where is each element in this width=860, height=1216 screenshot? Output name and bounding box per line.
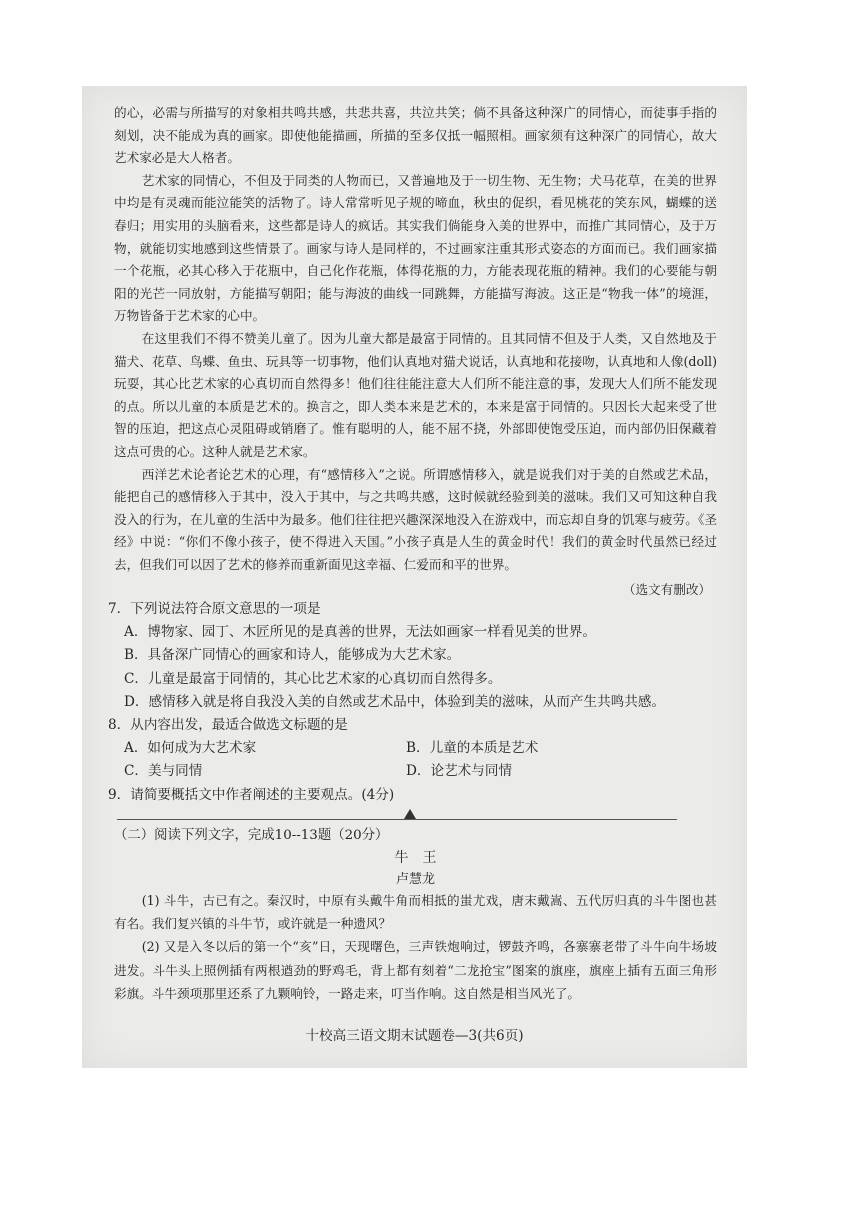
source-note: （选文有删改）: [622, 582, 711, 598]
question-8-option-d: D．论艺术与同情: [406, 763, 513, 780]
article-paragraph: (2) 又是入冬以后的第一个“亥”日，天现曙色，三声铁炮响过，锣鼓齐鸣，各寨寨老带了斗牛向牛场坡进发。斗牛头上照例插有两根遒劲的野鸡毛，背上都有刻着“二龙抢宝”图案的旗座，旗座上插有五面三角形彩旗。斗牛颈项那里还系了九颗响铃，一路走来，叮当作响。这自然是相当风光了。: [114, 939, 717, 1001]
passage-paragraph: 艺术家的同情心，不但及于同类的人物而已，又普遍地及于一切生物、无生物；犬马花草，在美的世界中均是有灵魂而能泣能笑的活物了。诗人常常听见子规的啼血，秋虫的促织，看见桃花的笑东风，蝴蝶的送春归；用实用的头脑看来，这些都是诗人的疯话。其实我们倘能身入美的世界中，而推广其同情心，及于万物，就能切实地感到这些情景了。画家与诗人是同样的，不过画家注重其形式姿态的方面而已。我们画家描一个花瓶，必其心移入于花瓶中，自己化作花瓶，体得花瓶的力，方能表现花瓶的精神。我们的心要能与朝阳的光芒一同放射，方能描写朝阳；能与海波的曲线一同跳舞，方能描写海波。这正是“物我一体”的境涯，万物皆备于艺术家的心中。: [114, 172, 717, 324]
section-2-heading: （二）阅读下列文字，完成10--13题（20分）: [114, 828, 389, 843]
section-divider: [117, 819, 677, 820]
question-7-stem: 7．下列说法符合原文意思的一项是: [108, 601, 321, 617]
article-title: 牛王: [394, 850, 451, 866]
section-2: [114, 824, 717, 1005]
passage-paragraph: 在这里我们不得不赞美儿童了。因为儿童大都是最富于同情的。且其同情不但及于人类，又自然地及于猫犬、花草、鸟蝶、鱼虫、玩具等一切事物，他们认真地对猫犬说话，认真地和花接吻，认真地和人像(doll)玩耍，其心比艺术家的心真切而自然得多！他们往往能注意大人们所不能注意的事，发现大人们所不能发现的点。所以儿童的本质是艺术的。换言之，即人类本来是艺术的，本来是富于同情的。只因长大起来受了世智的压迫，把这点心灵阻碍或销磨了。惟有聪明的人，能不屈不挠，外部即使饱受压迫，而内部仍旧保藏着这点可贵的心。这种人就是艺术家。: [114, 330, 717, 459]
section-end-triangle-icon: [404, 809, 416, 819]
article-author: 卢慧龙: [395, 872, 435, 887]
question-7-option-a: A．博物家、园丁、木匠所见的是真善的世界，无法如画家一样看见美的世界。: [124, 624, 597, 641]
page-footer: 十校高三语文期末试题卷—3(共6页): [305, 1028, 524, 1044]
question-8-options-row: [108, 737, 717, 760]
passage-paragraph: 的心，必需与所描写的对象相共鸣共感，共悲共喜，共泣共笑；倘不具备这种深广的同情心，而徒事手指的刻划，决不能成为真的画家。即使他能描画，所描的至多仅抵一幅照相。画家须有这种深广的同情心，故大艺术家必是大人格者。: [114, 105, 717, 166]
question-9-stem: 9．请简要概括文中作者阐述的主要观点。(4分): [108, 786, 395, 803]
reading-passage: [114, 102, 717, 602]
question-8-option-b: B．儿童的本质是艺术: [406, 740, 539, 757]
question-8-option-c: C．美与同情: [124, 763, 203, 780]
questions-block: [108, 598, 717, 807]
passage-paragraph: 西洋艺术论者论艺术的心理，有“感情移入”之说。所谓感情移入，就是说我们对于美的自然或艺术品，能把自己的感情移入于其中，没入于其中，与之共鸣共感，这时候就经验到美的滋味。我们又可知这种自我没入的行为，在儿童的生活中为最多。他们往往把兴趣深深地没入在游戏中，而忘却自身的饥寒与疲劳。《圣经》中说：“你们不像小孩子，使不得进入天国。”小孩子真是人生的黄金时代！我们的黄金时代虽然已经过去，但我们可以因了艺术的修养而重新面见这幸福、仁爱而和平的世界。: [114, 466, 717, 572]
question-8-option-a: A．如何成为大艺术家: [124, 740, 257, 757]
article-paragraph: (1) 斗牛，古已有之。秦汉时，中原有头戴牛角而相抵的蚩尤戏，唐末戴嵩、五代厉归真的斗牛图也甚有名。我们复兴镇的斗牛节，或许就是一种遗风？: [114, 893, 717, 932]
question-8-options-row: [108, 760, 717, 783]
question-7-option-d: D．感情移入就是将自我没入美的自然或艺术品中，体验到美的滋味，从而产生共鸣共感。: [124, 693, 666, 710]
question-7-option-c: C．儿童是最富于同情的，其心比艺术家的心真切而自然得多。: [124, 670, 502, 687]
exam-page: [82, 86, 747, 1068]
article-body: [114, 889, 717, 1005]
question-8-stem: 8．从内容出发，最适合做选文标题的是: [108, 717, 348, 734]
question-7-option-b: B．具备深广同情心的画家和诗人，能够成为大艺术家。: [124, 647, 461, 664]
